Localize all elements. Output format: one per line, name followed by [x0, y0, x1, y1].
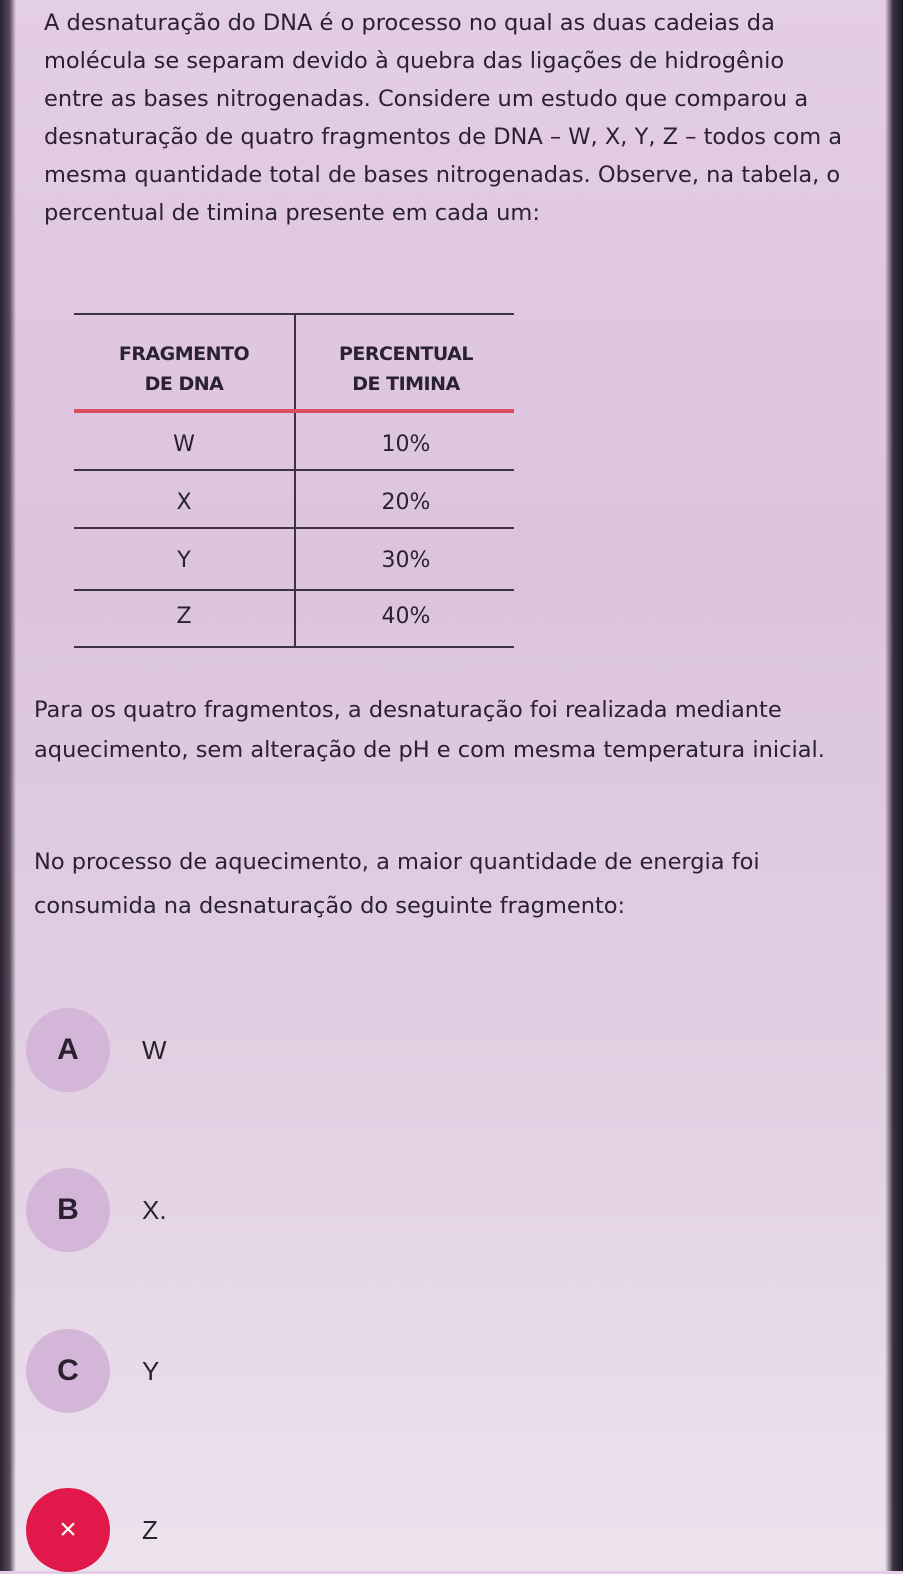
table-header-rule [74, 409, 514, 413]
cell-fragment: Z [176, 604, 192, 629]
question-intro: A desnaturação do DNA é o processo no qual as duas cadeias da molécula se separam devido à quebra das ligações de hidrogênio entre as bases nitrogenadas. Considere um estudo que comparou a desnaturação de quatro fragmentos de DNA – W, X, Y, Z – todos com a mesma quantidade total de bases nitrogenadas. Observe, na tabela, o percentual de timina presente em cada um: [44, 10, 843, 226]
table-row-rule [74, 527, 514, 529]
header-fragment-line1: FRAGMENTO [118, 343, 250, 365]
header-percent-line2: DE TIMINA [352, 373, 460, 395]
header-percent [296, 339, 516, 399]
device-edge-left [0, 0, 16, 1571]
header-fragment-line2: DE DNA [144, 373, 224, 395]
option-d[interactable] [26, 1486, 526, 1574]
header-fragment [74, 339, 294, 399]
option-a-badge: A [26, 1008, 110, 1092]
cell-percent: 10% [381, 432, 431, 457]
cell-percent: 20% [381, 490, 431, 515]
cell-percent: 40% [381, 604, 431, 629]
table-row-rule [74, 469, 514, 471]
option-a[interactable] [26, 1006, 526, 1094]
cell-fragment: X [176, 490, 192, 515]
device-edge-right [885, 0, 903, 1571]
option-b[interactable] [26, 1166, 526, 1254]
question-paragraph-2: Para os quatro fragmentos, a desnaturação foi realizada mediante aquecimento, sem alteração de pH e com mesma temperatura inicial. [34, 697, 825, 763]
option-d-text: Z [142, 1514, 158, 1545]
question-prompt: No processo de aquecimento, a maior quantidade de energia foi consumida na desnaturação do seguinte fragmento: [34, 849, 760, 919]
cell-fragment: Y [177, 548, 191, 573]
option-b-text: X. [142, 1194, 167, 1225]
option-c-text: Y [142, 1355, 160, 1386]
cell-percent: 30% [381, 548, 431, 573]
option-a-text: W [142, 1034, 167, 1065]
wrong-answer-x-icon: × [26, 1488, 110, 1572]
option-c[interactable] [26, 1327, 526, 1415]
header-percent-line1: PERCENTUAL [339, 343, 473, 365]
table-bottom-rule [74, 646, 514, 648]
thymine-table [74, 313, 514, 648]
cell-fragment: W [173, 432, 195, 457]
option-c-badge: C [26, 1329, 110, 1413]
option-b-badge: B [26, 1168, 110, 1252]
